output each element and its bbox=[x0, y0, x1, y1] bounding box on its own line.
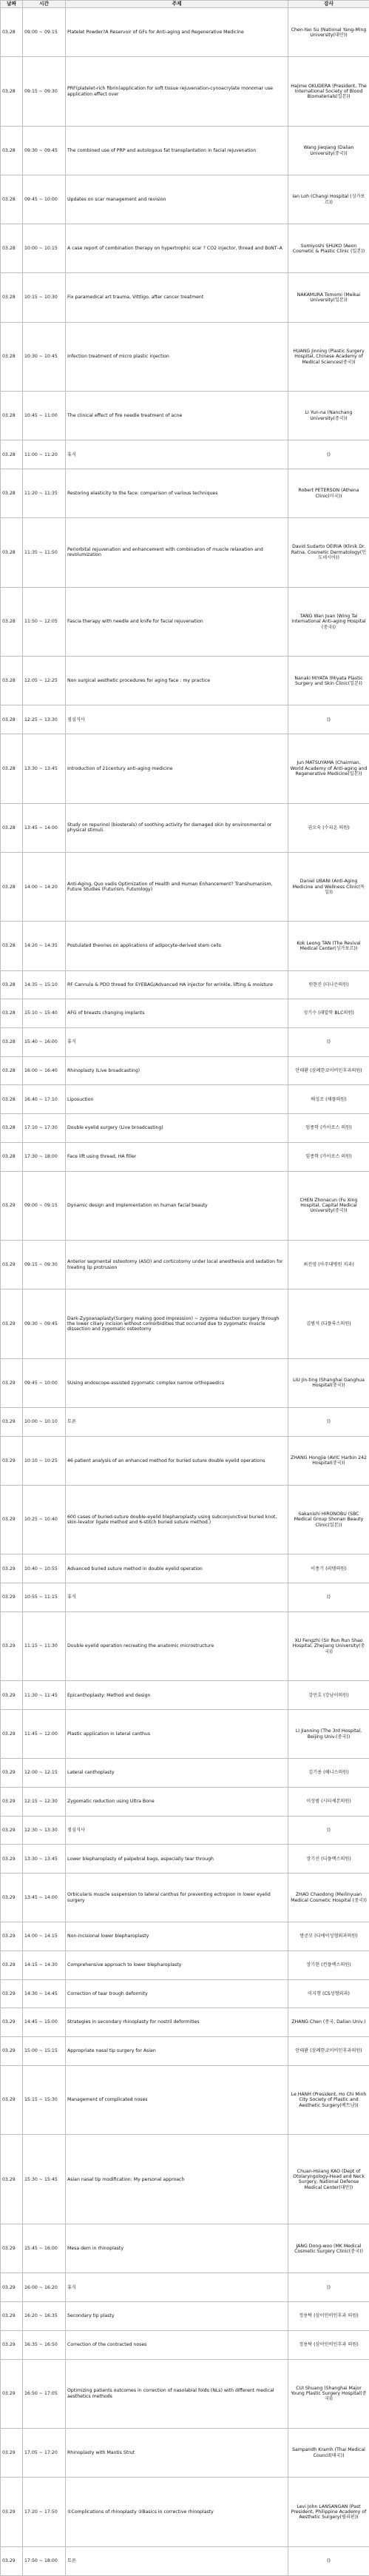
time-cell: 13:30 ~ 13:45 bbox=[23, 1845, 66, 1874]
time-cell: 10:45 ~ 11:00 bbox=[23, 392, 66, 440]
time-cell: 16:20 ~ 16:35 bbox=[23, 2302, 66, 2331]
date-cell: 03.29 bbox=[1, 2008, 23, 2037]
time-cell: 09:45 ~ 10:00 bbox=[23, 175, 66, 224]
table-row bbox=[1, 2036, 369, 2065]
date-cell: 03.28 bbox=[1, 57, 23, 127]
table-row bbox=[1, 2429, 369, 2478]
table-row bbox=[1, 587, 369, 657]
speaker-cell: Jun MATSUYAMA (Chairman, World Academy of Anti-aging and Regenerative Medicine(일본)) bbox=[288, 734, 369, 804]
time-cell: 09:15 ~ 09:30 bbox=[23, 1241, 66, 1289]
table-row bbox=[1, 1114, 369, 1143]
time-cell: 11:35 ~ 11:50 bbox=[23, 518, 66, 588]
table-row bbox=[1, 1874, 369, 1922]
topic-cell: Plastic application in lateral canthus bbox=[66, 1710, 288, 1759]
time-cell: 17:10 ~ 17:30 bbox=[23, 1114, 66, 1143]
speaker-cell: 안태환 (삼례한코이비인후과의원) bbox=[288, 1056, 369, 1085]
date-cell: 03.29 bbox=[1, 1874, 23, 1922]
header-topic: 주제 bbox=[66, 1, 288, 8]
topic-cell: 토론 bbox=[66, 2546, 288, 2575]
topic-cell: Correction of tear trough deformity bbox=[66, 1979, 288, 2008]
date-cell: 03.28 bbox=[1, 127, 23, 175]
topic-cell: 휴식 bbox=[66, 2273, 288, 2302]
date-cell: 03.28 bbox=[1, 392, 23, 440]
speaker-cell: 방준모 (디에이성형외과의원) bbox=[288, 1922, 369, 1951]
date-cell: 03.29 bbox=[1, 2036, 23, 2065]
speaker-cell: () bbox=[288, 2273, 369, 2302]
speaker-cell: Wang Jieqiang (Dalian University(중국)) bbox=[288, 127, 369, 175]
topic-cell: PRF(platelet-rich fibrin)application for soft tissue rejuvenation-cynoacrylate monomar use application effect over bbox=[66, 57, 288, 127]
date-cell: 03.29 bbox=[1, 2330, 23, 2359]
date-cell: 03.28 bbox=[1, 440, 23, 469]
table-row bbox=[1, 2008, 369, 2037]
time-cell: 14:20 ~ 14:35 bbox=[23, 922, 66, 970]
speaker-cell: HUANG Jinning (Plastic Surgery Hospital, Chinese Academy of Medical Sciences(중국)) bbox=[288, 322, 369, 392]
table-row bbox=[1, 1922, 369, 1951]
topic-cell: 토론 bbox=[66, 1407, 288, 1436]
date-cell: 03.29 bbox=[1, 2065, 23, 2135]
speaker-cell: () bbox=[288, 705, 369, 734]
topic-cell: SUsing endoscope-assisted zygomatic complex narrow orthopaedics bbox=[66, 1358, 288, 1407]
table-row bbox=[1, 1241, 369, 1289]
time-cell: 10:25 ~ 10:40 bbox=[23, 1485, 66, 1554]
topic-cell: Correction of the contracted noses bbox=[66, 2330, 288, 2359]
topic-cell: Optimizing patients outcomes in correction of nasolabial folds (NLs) with different medical aesthetics methods bbox=[66, 2359, 288, 2429]
table-row bbox=[1, 2478, 369, 2547]
time-cell: 09:00 ~ 09:15 bbox=[23, 1171, 66, 1241]
topic-cell: Anterior segmental osteotomy (ASO) and corticotomy under local anesthesia and sedation for treating lip protrusion bbox=[66, 1241, 288, 1289]
date-cell: 03.29 bbox=[1, 1583, 23, 1612]
table-row bbox=[1, 1027, 369, 1056]
date-cell: 03.29 bbox=[1, 1171, 23, 1241]
table-row bbox=[1, 1583, 369, 1612]
topic-cell: Mesa dem in rhinoplasty bbox=[66, 2224, 288, 2273]
speaker-cell: 김기용 (헤니스의원) bbox=[288, 1759, 369, 1788]
header-row bbox=[1, 1, 369, 8]
topic-cell: Management of complicated noses bbox=[66, 2065, 288, 2135]
date-cell: 03.28 bbox=[1, 8, 23, 57]
time-cell: 09:00 ~ 09:15 bbox=[23, 8, 66, 57]
date-cell: 03.28 bbox=[1, 1056, 23, 1085]
topic-cell: A case report of combination therapy on hypertrophic scar ? CO2 injector, thread and BoNT–A bbox=[66, 224, 288, 273]
speaker-cell: Sakanishi HIRONOBU (SBC Medical Group Shonan Beauty Clinic(일본)) bbox=[288, 1485, 369, 1554]
speaker-cell: CUI Shuang (Shanghai Major Young Plastic Surgery Hospital(중국)) bbox=[288, 2359, 369, 2429]
table-row bbox=[1, 1056, 369, 1085]
date-cell: 03.29 bbox=[1, 1681, 23, 1710]
speaker-cell: XU Fengzhi (Sir Run Run Shao Hospital, Zhejiang University(중국)) bbox=[288, 1611, 369, 1681]
topic-cell: Appropriate nasal tip surgery for Asian bbox=[66, 2036, 288, 2065]
topic-cell: Face lift using thread, HA filler bbox=[66, 1142, 288, 1171]
date-cell: 03.28 bbox=[1, 734, 23, 804]
date-cell: 03.29 bbox=[1, 1611, 23, 1681]
date-cell: 03.29 bbox=[1, 1787, 23, 1816]
time-cell: 17:05 ~ 17:20 bbox=[23, 2429, 66, 2478]
time-cell: 16:00 ~ 16:20 bbox=[23, 2273, 66, 2302]
date-cell: 03.29 bbox=[1, 1759, 23, 1788]
date-cell: 03.28 bbox=[1, 705, 23, 734]
date-cell: 03.29 bbox=[1, 1554, 23, 1583]
topic-cell: Asian nasal tip modification: My personal approach bbox=[66, 2135, 288, 2224]
time-cell: 16:35 ~ 16:50 bbox=[23, 2330, 66, 2359]
speaker-cell: 장기선 (디플랙스의원) bbox=[288, 1845, 369, 1874]
date-cell: 03.28 bbox=[1, 922, 23, 970]
topic-cell: Secondary tip plasty bbox=[66, 2302, 288, 2331]
speaker-cell: ZHANG Hongjie (AVIC Harbin 242 Hospital(중국)) bbox=[288, 1436, 369, 1485]
speaker-cell: () bbox=[288, 1027, 369, 1056]
topic-cell: ①Complications of rhinoplasty ②Basics in corrective rhinoplasty bbox=[66, 2478, 288, 2547]
table-row bbox=[1, 2302, 369, 2331]
topic-cell: Updates on scar management and revision bbox=[66, 175, 288, 224]
date-cell: 03.29 bbox=[1, 2273, 23, 2302]
topic-cell: AFG of breasts changing implants bbox=[66, 999, 288, 1028]
time-cell: 14:35 ~ 15:10 bbox=[23, 970, 66, 999]
speaker-cell: 성기수 (래알학 BLC의원) bbox=[288, 999, 369, 1028]
speaker-cell: LI Jianning (The 3rd Hospital, Beijing Univ.(중국)) bbox=[288, 1710, 369, 1759]
time-cell: 14:45 ~ 15:00 bbox=[23, 2008, 66, 2037]
speaker-cell: 이종기 (리템의원) bbox=[288, 1554, 369, 1583]
speaker-cell: ZHANG Chen (중국, Dalian Univ.) bbox=[288, 2008, 369, 2037]
time-cell: 14:00 ~ 14:20 bbox=[23, 852, 66, 922]
topic-cell: 휴식 bbox=[66, 440, 288, 469]
table-row bbox=[1, 1358, 369, 1407]
date-cell: 03.28 bbox=[1, 224, 23, 273]
speaker-cell: () bbox=[288, 1816, 369, 1845]
speaker-cell: NAKAMURA Tomomi (Meikai University(일본)) bbox=[288, 273, 369, 322]
date-cell: 03.29 bbox=[1, 1710, 23, 1759]
table-row bbox=[1, 1787, 369, 1816]
topic-cell: Non surgical aesthetic procedures for aging face : my practice bbox=[66, 657, 288, 705]
date-cell: 03.28 bbox=[1, 1027, 23, 1056]
speaker-cell: 원현진 (더나은의원) bbox=[288, 970, 369, 999]
header-date: 날짜 bbox=[1, 1, 23, 8]
topic-cell: Double eyelid operation recreating the anatomic microstructure bbox=[66, 1611, 288, 1681]
date-cell: 03.28 bbox=[1, 175, 23, 224]
time-cell: 11:50 ~ 12:05 bbox=[23, 587, 66, 657]
time-cell: 11:30 ~ 11:45 bbox=[23, 1681, 66, 1710]
date-cell: 03.28 bbox=[1, 803, 23, 852]
time-cell: 12:30 ~ 13:30 bbox=[23, 1816, 66, 1845]
speaker-cell: David Sudarto OEIRIA (Klinik Dr. Ratna, Cosmetic Dermatology(인도네시아)) bbox=[288, 518, 369, 588]
speaker-cell: ZHAO Chaodong (Meilinyuan Medical Cosmetic Hospital (중국)) bbox=[288, 1874, 369, 1922]
table-row bbox=[1, 2546, 369, 2575]
topic-cell: 600 cases of buried-suture double-eyelid blepharoplasty using subconjunctival buried knot, skin-levator ligate method and 6-stitch buried suture method.) bbox=[66, 1485, 288, 1554]
topic-cell: Epicanthoplasty: Method and design bbox=[66, 1681, 288, 1710]
time-cell: 10:15 ~ 10:30 bbox=[23, 273, 66, 322]
time-cell: 12:25 ~ 13:30 bbox=[23, 705, 66, 734]
table-row bbox=[1, 1816, 369, 1845]
date-cell: 03.29 bbox=[1, 2302, 23, 2331]
date-cell: 03.29 bbox=[1, 1922, 23, 1951]
topic-cell: Platelet Powder?A Reservoir of GFs for Anti-aging and Regenerative Medicine bbox=[66, 8, 288, 57]
table-row bbox=[1, 392, 369, 440]
date-cell: 03.28 bbox=[1, 657, 23, 705]
date-cell: 03.28 bbox=[1, 1114, 23, 1143]
time-cell: 13:45 ~ 14:00 bbox=[23, 803, 66, 852]
table-row bbox=[1, 1142, 369, 1171]
time-cell: 09:30 ~ 09:45 bbox=[23, 127, 66, 175]
topic-cell: 점심식사 bbox=[66, 705, 288, 734]
date-cell: 03.29 bbox=[1, 2546, 23, 2575]
speaker-cell: () bbox=[288, 2546, 369, 2575]
time-cell: 09:30 ~ 09:45 bbox=[23, 1289, 66, 1359]
time-cell: 10:10 ~ 10:25 bbox=[23, 1436, 66, 1485]
table-row bbox=[1, 2135, 369, 2224]
time-cell: 10:55 ~ 11:15 bbox=[23, 1583, 66, 1612]
topic-cell: Non-incisional lower blepharoplasty bbox=[66, 1922, 288, 1951]
speaker-cell: CHEN Zhonacun (Fu Xing Hospital, Capital Medical University(중국)) bbox=[288, 1171, 369, 1241]
time-cell: 11:20 ~ 11:35 bbox=[23, 469, 66, 518]
date-cell: 03.29 bbox=[1, 2135, 23, 2224]
topic-cell: Strategies in secondary rhinoplasty for nostril deformities bbox=[66, 2008, 288, 2037]
date-cell: 03.28 bbox=[1, 587, 23, 657]
topic-cell: 휴식 bbox=[66, 1583, 288, 1612]
table-row bbox=[1, 1951, 369, 1979]
table-row bbox=[1, 922, 369, 970]
speaker-cell: Nanaki MIYATA (Miyata Plastic Surgery and Skin Clinic(일본)) bbox=[288, 657, 369, 705]
speaker-cell: () bbox=[288, 1583, 369, 1612]
table-row bbox=[1, 57, 369, 127]
table-row bbox=[1, 1289, 369, 1359]
time-cell: 10:00 ~ 10:10 bbox=[23, 1407, 66, 1436]
time-cell: 17:20 ~ 17:50 bbox=[23, 2478, 66, 2547]
topic-cell: Introduction of 21century anti-aging medicine bbox=[66, 734, 288, 804]
date-cell: 03.29 bbox=[1, 1436, 23, 1485]
table-row bbox=[1, 224, 369, 273]
date-cell: 03.28 bbox=[1, 1142, 23, 1171]
topic-cell: Liposuction bbox=[66, 1085, 288, 1114]
speaker-cell: 최진영 (아주대병원 치과) bbox=[288, 1241, 369, 1289]
topic-cell: Rhinoplasty (Live broadcasting) bbox=[66, 1056, 288, 1085]
date-cell: 03.28 bbox=[1, 469, 23, 518]
time-cell: 16:00 ~ 16:40 bbox=[23, 1056, 66, 1085]
table-row bbox=[1, 1979, 369, 2008]
topic-cell: Double eyelid surgery (Live broadcasting) bbox=[66, 1114, 288, 1143]
topic-cell: Periorbital rejuvenation and enhancement with combination of muscle relaxation and revolumization bbox=[66, 518, 288, 588]
topic-cell: Orbicularis muscle suspension to lateral canthus for preventing ectropion in lower eyelid surgery bbox=[66, 1874, 288, 1922]
topic-cell: The clinical effect of fire needle treatment of acne bbox=[66, 392, 288, 440]
table-row bbox=[1, 705, 369, 734]
topic-cell: RF Cannula & PDO thread for EYEBAG/Advanced HA injector for wrinkle, lifting & moisture bbox=[66, 970, 288, 999]
table-row bbox=[1, 734, 369, 804]
date-cell: 03.29 bbox=[1, 1951, 23, 1979]
date-cell: 03.29 bbox=[1, 1485, 23, 1554]
speaker-cell: 임종학 (카이로스 의원) bbox=[288, 1114, 369, 1143]
speaker-cell: 김범석 (디플룩스의원) bbox=[288, 1289, 369, 1359]
topic-cell: Zygomatic reduction using Ultra Bone bbox=[66, 1787, 288, 1816]
table-row bbox=[1, 1710, 369, 1759]
date-cell: 03.29 bbox=[1, 2224, 23, 2273]
table-row bbox=[1, 1845, 369, 1874]
speaker-cell: 정용탁 (삼이인비인후과 의원) bbox=[288, 2302, 369, 2331]
speaker-cell: TANG Wan Juan (Wing Tai International Anti-aging Hospital (중국)) bbox=[288, 587, 369, 657]
speaker-cell: Kok Leong TAN (The Revival Medical Center(싱가포르)) bbox=[288, 922, 369, 970]
table-row bbox=[1, 2330, 369, 2359]
topic-cell: Rhinoplasty with Mantis Strut bbox=[66, 2429, 288, 2478]
table-row bbox=[1, 803, 369, 852]
table-row bbox=[1, 1485, 369, 1554]
table-row bbox=[1, 852, 369, 922]
schedule-body bbox=[1, 8, 369, 2576]
table-row bbox=[1, 2065, 369, 2135]
table-row bbox=[1, 999, 369, 1028]
speaker-cell: Chuan-Hsiang KAO (Dept of Otolaryngology-Head and Neck Surgery, National Defense Medical Center(대만)) bbox=[288, 2135, 369, 2224]
topic-cell: Advanced buried suture method in double eyelid operation bbox=[66, 1554, 288, 1583]
time-cell: 13:45 ~ 14:00 bbox=[23, 1874, 66, 1922]
date-cell: 03.29 bbox=[1, 1979, 23, 2008]
date-cell: 03.29 bbox=[1, 1816, 23, 1845]
speaker-cell: 안태환 (삼례한코이비인후과의원) bbox=[288, 2036, 369, 2065]
time-cell: 13:30 ~ 13:45 bbox=[23, 734, 66, 804]
speaker-cell: LIU Jin-ting (Shanghai Ganghua Hospital(중국)) bbox=[288, 1358, 369, 1407]
time-cell: 10:40 ~ 10:55 bbox=[23, 1554, 66, 1583]
speaker-cell: () bbox=[288, 440, 369, 469]
topic-cell: Study on repurinol (biosterals) of soothing activity for damaged skin by environmental or physical stimuli. bbox=[66, 803, 288, 852]
date-cell: 03.29 bbox=[1, 1241, 23, 1289]
speaker-cell: 장기현 (컨플랙스의원) bbox=[288, 1951, 369, 1979]
table-row bbox=[1, 469, 369, 518]
time-cell: 10:30 ~ 10:45 bbox=[23, 322, 66, 392]
time-cell: 09:15 ~ 09:30 bbox=[23, 57, 66, 127]
speaker-cell: 권오숙 (수피온 의원) bbox=[288, 803, 369, 852]
table-row bbox=[1, 1554, 369, 1583]
table-row bbox=[1, 175, 369, 224]
table-row bbox=[1, 657, 369, 705]
table-row bbox=[1, 273, 369, 322]
table-row bbox=[1, 2224, 369, 2273]
speaker-cell: Daniel UBANI (Anti-Aging Medicine and Wellness Clinic(독일)) bbox=[288, 852, 369, 922]
speaker-cell: () bbox=[288, 1407, 369, 1436]
date-cell: 03.28 bbox=[1, 999, 23, 1028]
table-row bbox=[1, 1759, 369, 1788]
table-row bbox=[1, 8, 369, 57]
date-cell: 03.28 bbox=[1, 1085, 23, 1114]
topic-cell: Fascia therapy with needle and knife for facial rejuvenation bbox=[66, 587, 288, 657]
topic-cell: Comprehensive approach to lower blepharoplasty bbox=[66, 1951, 288, 1979]
table-row bbox=[1, 1407, 369, 1436]
time-cell: 12:00 ~ 12:15 bbox=[23, 1759, 66, 1788]
speaker-cell: 이지행 (CS성형외과) bbox=[288, 1979, 369, 2008]
time-cell: 14:15 ~ 14:30 bbox=[23, 1951, 66, 1979]
speaker-cell: Ian Loh (Changi Hospital (싱가포르)) bbox=[288, 175, 369, 224]
time-cell: 17:30 ~ 18:00 bbox=[23, 1142, 66, 1171]
time-cell: 15:40 ~ 16:00 bbox=[23, 1027, 66, 1056]
date-cell: 03.28 bbox=[1, 518, 23, 588]
topic-cell: The combined use of PRP and autologous fat transplantation in facial rejuvenation bbox=[66, 127, 288, 175]
topic-cell: Fix paramedical art trauma, Vittligo, after cancer treatment bbox=[66, 273, 288, 322]
speaker-cell: Hajime OKUDERA (President, The International Society of Blood Biomaterials(일본)) bbox=[288, 57, 369, 127]
date-cell: 03.28 bbox=[1, 322, 23, 392]
speaker-cell: Sampandh Kramh (Thai Medical Council(태국)) bbox=[288, 2429, 369, 2478]
table-row bbox=[1, 2359, 369, 2429]
date-cell: 03.29 bbox=[1, 2359, 23, 2429]
speaker-cell: LI Yun-na (Nanchang University(중국)) bbox=[288, 392, 369, 440]
date-cell: 03.29 bbox=[1, 1407, 23, 1436]
date-cell: 03.29 bbox=[1, 2429, 23, 2478]
table-row bbox=[1, 322, 369, 392]
time-cell: 15:00 ~ 15:15 bbox=[23, 2036, 66, 2065]
time-cell: 11:15 ~ 11:30 bbox=[23, 1611, 66, 1681]
time-cell: 14:30 ~ 14:45 bbox=[23, 1979, 66, 2008]
header-speaker: 강사 bbox=[288, 1, 369, 8]
speaker-cell: 이성범 (시티셰본의원) bbox=[288, 1787, 369, 1816]
topic-cell: Restoring elasticity to the face: comparison of various techniques bbox=[66, 469, 288, 518]
time-cell: 14:00 ~ 14:15 bbox=[23, 1922, 66, 1951]
topic-cell: Anti-Aging, Quo vadis Optimization of Health and Human Enhancement? Transhumanism, Future Studies (Futurism, Futurology) bbox=[66, 852, 288, 922]
speaker-cell: 임종학 (카이로스 의원) bbox=[288, 1142, 369, 1171]
topic-cell: Lateral canthoplasty bbox=[66, 1759, 288, 1788]
speaker-cell: Le HANH (President, Ho Chi Minh City Society of Plastic and Aesthetic Surgery(베트남)) bbox=[288, 2065, 369, 2135]
speaker-cell: 강민호 (강남이의원) bbox=[288, 1681, 369, 1710]
topic-cell: 점심식사 bbox=[66, 1816, 288, 1845]
time-cell: 15:30 ~ 15:45 bbox=[23, 2135, 66, 2224]
time-cell: 12:05 ~ 12:25 bbox=[23, 657, 66, 705]
speaker-cell: JANG Dong-woo (MK Medical Cosmetic Surgery Clinic(중국)) bbox=[288, 2224, 369, 2273]
table-row bbox=[1, 127, 369, 175]
header-time: 시간 bbox=[23, 1, 66, 8]
speaker-cell: 정용탁 (삼이인비인후과 의원) bbox=[288, 2330, 369, 2359]
table-row bbox=[1, 2273, 369, 2302]
topic-cell: Dark-Zygoanaplasty(Surgery making good impression) ~ zygoma reduction surgery through the lower ciliary incision without comorbidities that occurred due to zygomatic muscle dissection and zygomatic osteotomy bbox=[66, 1289, 288, 1359]
topic-cell: Postulated theories on applications of adipocyte-derived stem cells bbox=[66, 922, 288, 970]
time-cell: 11:45 ~ 12:00 bbox=[23, 1710, 66, 1759]
date-cell: 03.29 bbox=[1, 1845, 23, 1874]
speaker-cell: Chen-Yao Su (National Yang-Ming University(대만)) bbox=[288, 8, 369, 57]
time-cell: 16:50 ~ 17:05 bbox=[23, 2359, 66, 2429]
time-cell: 16:40 ~ 17:10 bbox=[23, 1085, 66, 1114]
speaker-cell: Levi John LANSANGAN (Past President, Philippine Academy of Aesthetic Surgery(필리핀)) bbox=[288, 2478, 369, 2547]
topic-cell: 휴식 bbox=[66, 1027, 288, 1056]
table-row bbox=[1, 1681, 369, 1710]
time-cell: 11:00 ~ 11:20 bbox=[23, 440, 66, 469]
table-row bbox=[1, 518, 369, 588]
table-row bbox=[1, 1171, 369, 1241]
topic-cell: Infection treatment of micro plastic injection bbox=[66, 322, 288, 392]
time-cell: 12:15 ~ 12:30 bbox=[23, 1787, 66, 1816]
date-cell: 03.28 bbox=[1, 852, 23, 922]
date-cell: 03.29 bbox=[1, 1358, 23, 1407]
time-cell: 10:00 ~ 10:15 bbox=[23, 224, 66, 273]
topic-cell: Lower blepharoplasty of palpebral bags, especially tear through bbox=[66, 1845, 288, 1874]
speaker-cell: 배성조 (채플의원) bbox=[288, 1085, 369, 1114]
time-cell: 15:45 ~ 16:00 bbox=[23, 2224, 66, 2273]
time-cell: 15:15 ~ 15:30 bbox=[23, 2065, 66, 2135]
time-cell: 17:50 ~ 18:00 bbox=[23, 2546, 66, 2575]
time-cell: 09:45 ~ 10:00 bbox=[23, 1358, 66, 1407]
date-cell: 03.29 bbox=[1, 2478, 23, 2547]
speaker-cell: Robert PETERSON (Athena Clinic(미국)) bbox=[288, 469, 369, 518]
time-cell: 15:10 ~ 15:40 bbox=[23, 999, 66, 1028]
table-row bbox=[1, 1611, 369, 1681]
date-cell: 03.29 bbox=[1, 1289, 23, 1359]
table-row bbox=[1, 440, 369, 469]
topic-cell: Dynamic design and implementation on human facial beauty bbox=[66, 1171, 288, 1241]
date-cell: 03.28 bbox=[1, 273, 23, 322]
table-row bbox=[1, 1085, 369, 1114]
table-row bbox=[1, 1436, 369, 1485]
date-cell: 03.28 bbox=[1, 970, 23, 999]
topic-cell: 46 patient analysis of an enhanced method for buried suture double eyelid operations bbox=[66, 1436, 288, 1485]
table-row bbox=[1, 970, 369, 999]
speaker-cell: Sumiyoshi SHUKO (Aeon Cosmetic & Plastic Clinic (일본)) bbox=[288, 224, 369, 273]
